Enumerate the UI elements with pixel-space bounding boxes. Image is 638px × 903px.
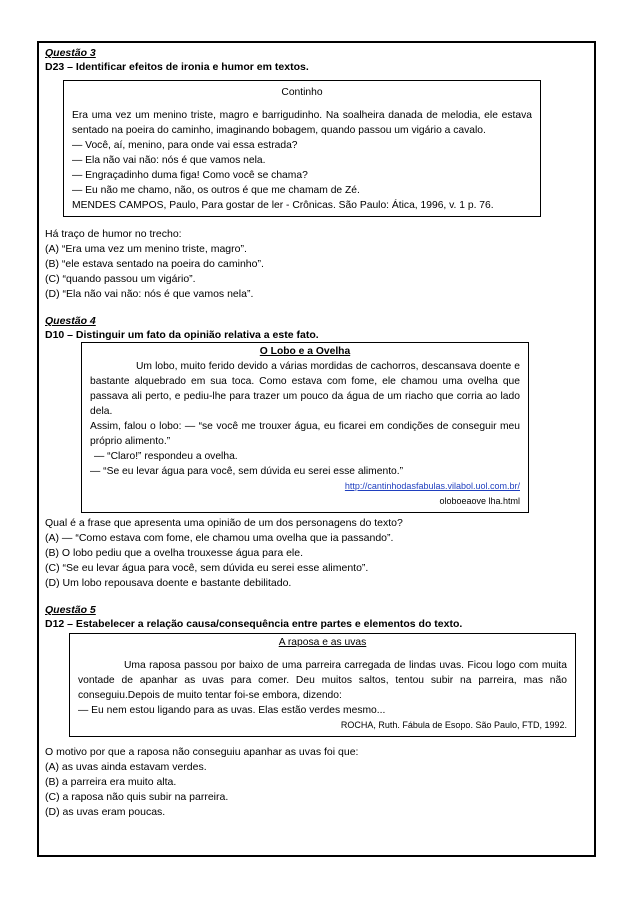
option-b: (B) a parreira era muito alta. (45, 776, 177, 788)
option-c: (C) “Se eu levar água para você, sem dúvida eu serei esse alimento”. (45, 562, 369, 574)
question-3-prompt: Há traço de humor no trecho: (45, 228, 182, 240)
question-4-prompt: Qual é a frase que apresenta uma opinião de um dos personagens do texto? (45, 517, 403, 529)
dialogue-line: — Ela não vai não: nós é que vamos nela. (72, 155, 266, 166)
dialogue-line: — “Se eu levar água para você, sem dúvida eu serei esse alimento.” (90, 466, 404, 477)
option-a: (A) — “Como estava com fome, ele chamou uma ovelha que ia passando”. (45, 532, 394, 544)
question-4-title: Questão 4 (45, 315, 96, 327)
question-4-text-box (81, 342, 529, 513)
option-c: (C) “quando passou um vigário”. (45, 273, 196, 285)
text-paragraph: Era uma vez um menino triste, magro e barrigudinho. Na soalheira danada de melodia, ele estava sentado na poeira do caminho, imaginando bobagem, quando passou um vigário a cavalo. (72, 110, 532, 136)
dialogue-line: — Eu nem estou ligando para as uvas. Elas estão verdes mesmo... (78, 705, 386, 716)
question-5-title: Questão 5 (45, 604, 96, 616)
dialogue-line: — Engraçadinho duma figa! Como você se chama? (72, 170, 308, 181)
text-paragraph: Uma raposa passou por baixo de uma parreira carregada de lindas uvas. Ficou logo com muita vontade de apanhar as uvas para comer. Deu muitos saltos, tentou subir na parreira, mas não conseguiu.Depois de muito tentar foi-se embora, dizendo: (78, 660, 567, 701)
option-b: (B) “ele estava sentado na poeira do caminho”. (45, 258, 264, 270)
option-b: (B) O lobo pediu que a ovelha trouxesse água para ele. (45, 547, 304, 559)
option-c: (C) a raposa não quis subir na parreira. (45, 791, 229, 803)
option-d: (D) Um lobo repousava doente e bastante debilitado. (45, 577, 292, 589)
option-a: (A) “Era uma vez um menino triste, magro”. (45, 243, 247, 255)
text-paragraph: Assim, falou o lobo: — “se você me trouxer água, eu ficarei em condições de conseguir meu próprio alimento.” (90, 421, 520, 447)
question-3-text-box (63, 80, 541, 217)
question-5-prompt: O motivo por que a raposa não conseguiu apanhar as uvas foi que: (45, 746, 359, 758)
question-5-descriptor: D12 – Estabelecer a relação causa/consequência entre partes e elementos do texto. (45, 618, 463, 630)
text-source: MENDES CAMPOS, Paulo, Para gostar de ler - Crônicas. São Paulo: Ática, 1996, v. 1 p. 76. (72, 200, 494, 211)
dialogue-line: — Você, aí, menino, para onde vai essa estrada? (72, 140, 298, 151)
text-title: Continho (281, 87, 323, 98)
text-title: A raposa e as uvas (278, 637, 367, 648)
text-source: ROCHA, Ruth. Fábula de Esopo. São Paulo, FTD, 1992. (340, 720, 567, 730)
dialogue-line: — “Claro!” respondeu a ovelha. (94, 451, 238, 462)
source-link[interactable]: http://cantinhodasfabulas.vilabol.uol.com.br/ (344, 481, 520, 491)
option-d: (D) “Ela não vai não: nós é que vamos nela”. (45, 288, 254, 300)
question-3-descriptor: D23 – Identificar efeitos de ironia e humor em textos. (45, 61, 309, 73)
question-4-descriptor: D10 – Distinguir um fato da opinião relativa a este fato. (45, 329, 319, 341)
option-a: (A) as uvas ainda estavam verdes. (45, 761, 207, 773)
question-3-title: Questão 3 (45, 47, 96, 59)
dialogue-line: — Eu não me chamo, não, os outros é que me chamam de Zé. (72, 185, 360, 196)
text-title: O Lobo e a Ovelha (259, 346, 351, 357)
option-d: (D) as uvas eram poucas. (45, 806, 166, 818)
question-5-text-box (69, 633, 576, 737)
text-paragraph: Um lobo, muito ferido devido a várias mordidas de cachorros, descansava doente e bastante alquebrado em sua toca. Como estava com fome, ele chamou uma ovelha que passava ali perto, e pediu-lhe para trazer um pouco da água de um riacho que corria ao lado dela. (90, 361, 520, 417)
source-link-continuation: oloboeaove lha.html (439, 496, 520, 506)
worksheet-page (37, 41, 596, 857)
